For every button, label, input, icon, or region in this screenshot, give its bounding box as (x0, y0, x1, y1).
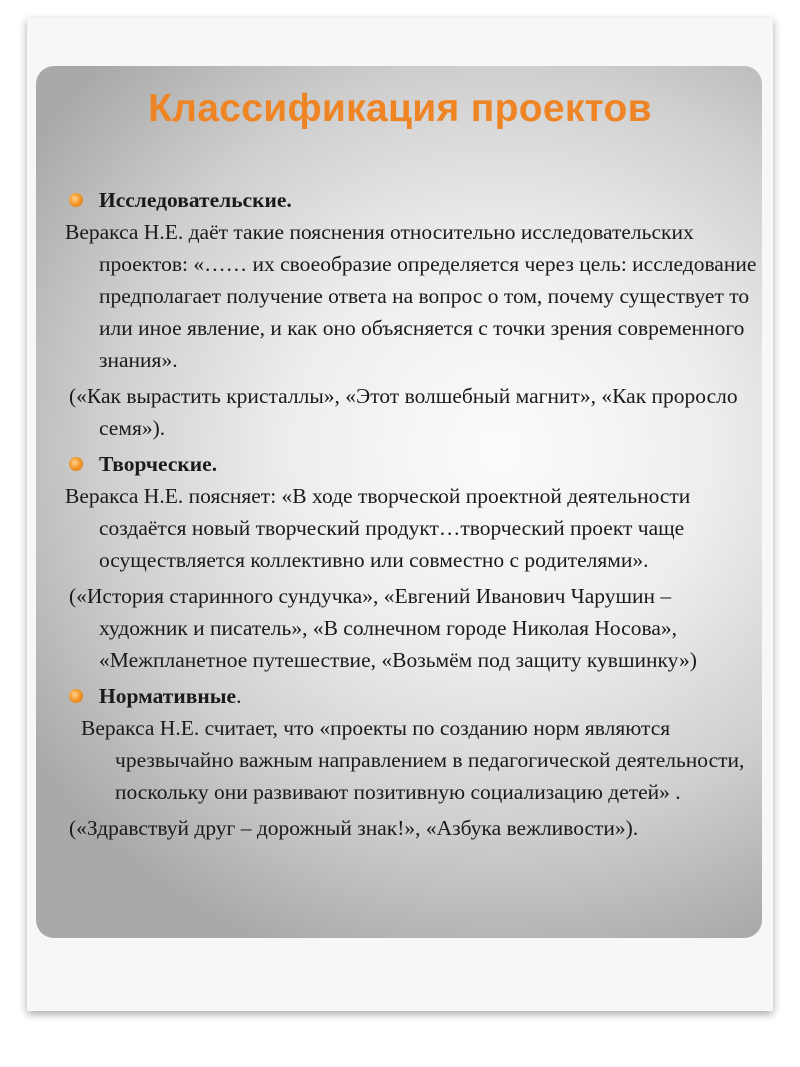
section-examples-creative: («История старинного сундучка», «Евгений Иванович Чарушин – художник и писатель», «В солнечном городе Николая Носова», «Межпланетное путешествие, «Возьмём под защиту кувшинку») (69, 584, 697, 672)
section-examples-normative: («Здравствуй друг – дорожный знак!», «Азбука вежливости»). (69, 816, 639, 840)
section-examples-research: («Как вырастить кристаллы», «Этот волшебный магнит», «Как проросло семя»). (69, 384, 738, 440)
bullet-icon (69, 193, 83, 207)
slide-title: Классификация проектов (148, 87, 652, 130)
section-heading-text: Нормативные (99, 684, 237, 708)
bullet-icon (69, 457, 83, 471)
section-heading-creative (65, 448, 765, 480)
section-description-creative: Веракса Н.Е. поясняет: «В ходе творческой проектной деятельности создаётся новый творческий продукт…творческий проект чаще осуществляется коллективно или совместно с родителями». (65, 484, 691, 572)
section-description-normative: Веракса Н.Е. считает, что «проекты по созданию норм являются чрезвычайно важным направлением в педагогической деятельности, поскольку они развивают позитивную социализацию детей» . (81, 716, 745, 804)
section-heading-research (65, 184, 765, 216)
section-heading-text: Исследовательские. (99, 188, 292, 212)
section-description-research: Веракса Н.Е. даёт такие пояснения относительно исследовательских проектов: «…… их своеобразие определяется через цель: исследование предполагает получение ответа на вопрос о том, почему существует то или иное явление, и как оно объясняется с точки зрения современного знания». (65, 220, 757, 372)
section-heading-normative (65, 680, 765, 712)
bullet-icon (69, 689, 83, 703)
slide (27, 18, 773, 1011)
section-heading-text: Творческие. (99, 452, 218, 476)
slide-body (65, 184, 765, 848)
section-heading-suffix: . (236, 684, 242, 708)
